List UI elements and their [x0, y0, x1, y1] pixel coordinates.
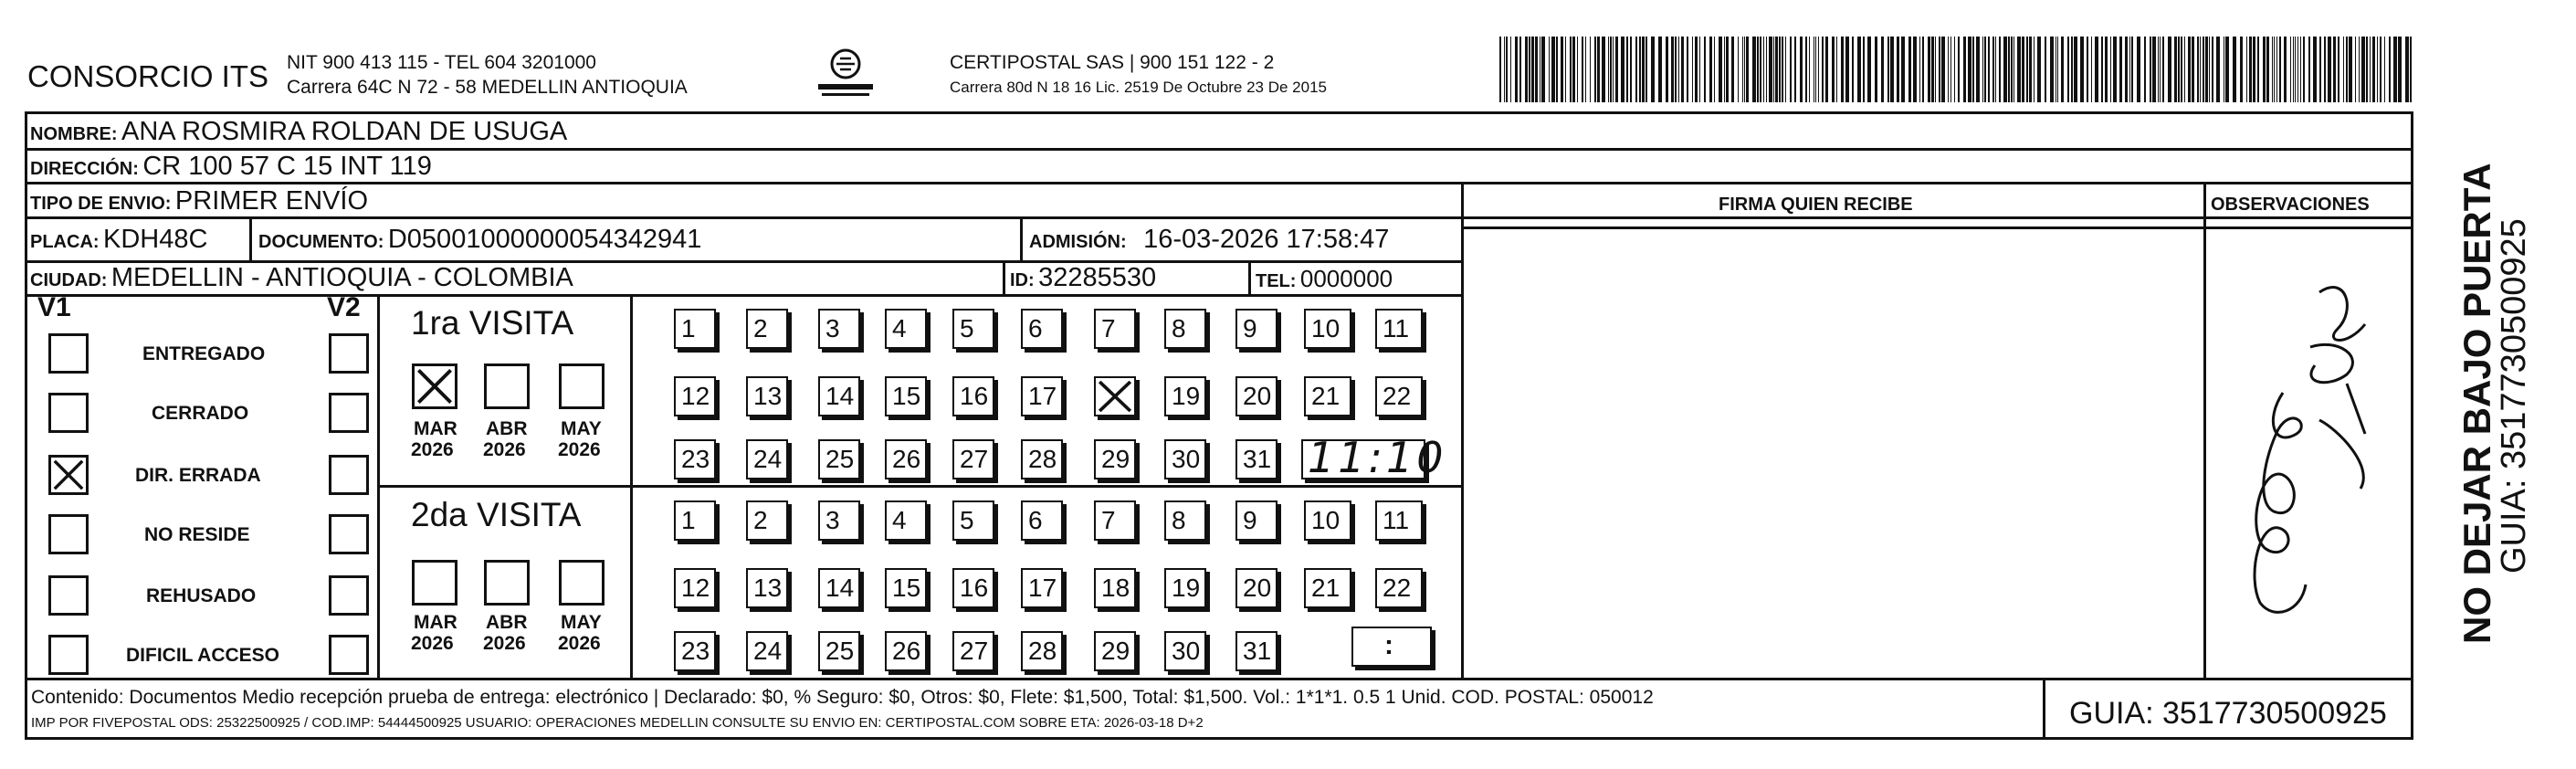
status-v2-checkbox[interactable] — [329, 575, 369, 616]
day-number: 29 — [1101, 637, 1130, 665]
status-v2-checkbox[interactable] — [329, 393, 369, 433]
status-label: CERRADO — [152, 403, 249, 424]
day-number: 9 — [1243, 314, 1257, 342]
day-box[interactable] — [674, 500, 716, 541]
day-number: 4 — [892, 506, 907, 534]
day-box[interactable] — [1235, 500, 1277, 541]
month-checkbox[interactable] — [412, 363, 457, 409]
day-number: 7 — [1101, 314, 1116, 342]
day-box[interactable] — [885, 568, 927, 608]
month-checkbox[interactable] — [412, 560, 457, 606]
company-nit: NIT 900 413 115 - TEL 604 3201000 — [287, 52, 596, 73]
day-number: 2 — [753, 314, 768, 342]
day-box[interactable] — [1164, 631, 1206, 671]
status-v2-checkbox[interactable] — [329, 635, 369, 675]
day-number: 31 — [1243, 637, 1272, 665]
day-box[interactable] — [1021, 500, 1063, 541]
day-box[interactable] — [885, 500, 927, 541]
ciudad-label: CIUDAD: — [30, 270, 108, 290]
day-box[interactable] — [674, 376, 716, 416]
day-box[interactable] — [818, 500, 860, 541]
v1-header: V1 — [37, 292, 71, 322]
company-name: CONSORCIO ITS — [27, 59, 269, 93]
month-year: 2026 — [411, 439, 454, 460]
day-box[interactable] — [1094, 309, 1136, 349]
handwritten-signature — [2210, 237, 2392, 667]
status-label: ENTREGADO — [142, 343, 266, 364]
month-label: MAY — [561, 612, 602, 633]
visit1-title: 1ra VISITA — [411, 304, 574, 342]
day-box[interactable] — [1021, 309, 1063, 349]
day-box[interactable] — [1094, 500, 1136, 541]
day-box[interactable] — [674, 568, 716, 608]
day-number: 31 — [1243, 445, 1272, 473]
ciudad-value: MEDELLIN - ANTIOQUIA - COLOMBIA — [110, 263, 573, 292]
day-box[interactable] — [1304, 376, 1351, 416]
day-box[interactable] — [674, 439, 716, 479]
visit2-time: : — [1384, 630, 1393, 660]
day-box[interactable] — [1235, 439, 1277, 479]
day-number: 8 — [1172, 506, 1186, 534]
day-box[interactable] — [1304, 568, 1351, 608]
month-year: 2026 — [483, 439, 526, 460]
status-label: REHUSADO — [146, 585, 257, 606]
admision-label: ADMISIÓN: — [1029, 232, 1127, 252]
tipo-value: PRIMER ENVÍO — [174, 186, 369, 216]
day-number: 13 — [753, 574, 783, 602]
day-number: 28 — [1028, 637, 1057, 665]
day-number: 7 — [1101, 506, 1116, 534]
side-warning: NO DEJAR BAJO PUERTA — [2455, 163, 2498, 644]
day-box[interactable] — [1094, 376, 1136, 416]
month-label: MAR — [414, 612, 457, 633]
day-number: 10 — [1311, 314, 1341, 342]
certipostal-line: CERTIPOSTAL SAS | 900 151 122 - 2 — [950, 52, 1275, 73]
day-number: 9 — [1243, 506, 1257, 534]
month-checkbox[interactable] — [484, 560, 530, 606]
month-label: MAY — [561, 418, 602, 439]
day-number: 16 — [960, 382, 989, 410]
day-number: 3 — [825, 506, 840, 534]
day-number: 13 — [753, 382, 783, 410]
day-number: 21 — [1311, 574, 1341, 602]
month-label: MAR — [414, 418, 457, 439]
month-label: ABR — [486, 612, 528, 633]
day-number: 19 — [1172, 382, 1201, 410]
day-number: 14 — [825, 574, 855, 602]
certipostal-logo — [813, 47, 878, 102]
day-box[interactable] — [746, 631, 788, 671]
v2-header: V2 — [327, 292, 361, 322]
tipo-label: TIPO DE ENVIO: — [30, 194, 172, 214]
day-number: 27 — [960, 637, 989, 665]
month-checkbox[interactable] — [559, 560, 605, 606]
day-number: 19 — [1172, 574, 1201, 602]
day-number: 4 — [892, 314, 907, 342]
day-number: 18 — [1101, 574, 1130, 602]
documento-value: D05001000000054342941 — [387, 225, 702, 254]
footer-imp: IMP POR FIVEPOSTAL ODS: 25322500925 / COD.IMP: 54444500925 USUARIO: OPERACIONES MEDELLIN CONSULTE SU ENVIO EN: CERTIPOSTAL.COM SOBRE ETA: 2026-03-18 D+2 — [31, 715, 1204, 731]
day-box[interactable] — [1375, 568, 1423, 608]
day-box[interactable] — [818, 631, 860, 671]
day-box[interactable] — [1021, 439, 1063, 479]
day-box[interactable] — [674, 631, 716, 671]
day-box[interactable] — [1164, 309, 1206, 349]
month-checkbox[interactable] — [559, 363, 605, 409]
day-number: 29 — [1101, 445, 1130, 473]
day-box[interactable] — [818, 376, 860, 416]
day-box[interactable] — [1304, 309, 1351, 349]
day-box[interactable] — [1235, 309, 1277, 349]
admision-value: 16-03-2026 17:58:47 — [1143, 225, 1390, 254]
day-number: 12 — [681, 382, 710, 410]
status-label: NO RESIDE — [144, 524, 250, 545]
status-v1-checkbox[interactable] — [48, 455, 89, 495]
visit2-title: 2da VISITA — [411, 496, 582, 533]
status-v2-checkbox[interactable] — [329, 455, 369, 495]
day-number: 10 — [1311, 506, 1341, 534]
day-box[interactable] — [746, 309, 788, 349]
day-number: 24 — [753, 637, 783, 665]
status-v1-checkbox[interactable] — [48, 635, 89, 675]
placa-value: KDH48C — [103, 225, 208, 254]
tel-value: 0000000 — [1299, 265, 1393, 292]
id-value: 32285530 — [1038, 263, 1157, 292]
documento-label: DOCUMENTO: — [258, 232, 384, 252]
status-v1-checkbox[interactable] — [48, 333, 89, 374]
day-box[interactable] — [1094, 631, 1136, 671]
footer-guia: GUIA: 3517730500925 — [2069, 696, 2387, 731]
day-box[interactable] — [1235, 376, 1277, 416]
day-number: 11 — [1383, 314, 1410, 342]
day-number: 30 — [1172, 445, 1201, 473]
day-box[interactable] — [1021, 376, 1063, 416]
day-box[interactable] — [818, 309, 860, 349]
day-number: 15 — [892, 382, 921, 410]
day-number: 5 — [960, 314, 974, 342]
day-box[interactable] — [952, 376, 994, 416]
nombre-value: ANA ROSMIRA ROLDAN DE USUGA — [121, 117, 568, 146]
day-number: 26 — [892, 445, 921, 473]
day-box[interactable] — [1164, 376, 1206, 416]
status-label: DIFICIL ACCESO — [126, 645, 280, 666]
day-box[interactable] — [1235, 568, 1277, 608]
month-year: 2026 — [558, 439, 601, 460]
day-box[interactable] — [746, 500, 788, 541]
month-checkbox[interactable] — [484, 363, 530, 409]
visit1-time: 11:10 — [1308, 433, 1447, 482]
status-v1-checkbox[interactable] — [48, 514, 89, 554]
day-box[interactable] — [952, 439, 994, 479]
day-number: 22 — [1383, 382, 1412, 410]
firma-header: FIRMA QUIEN RECIBE — [1719, 195, 1913, 215]
day-number: 8 — [1172, 314, 1186, 342]
day-number: 17 — [1028, 382, 1057, 410]
day-number: 14 — [825, 382, 855, 410]
day-number: 28 — [1028, 445, 1057, 473]
day-box[interactable] — [1094, 439, 1136, 479]
day-box[interactable] — [1021, 568, 1063, 608]
month-year: 2026 — [411, 633, 454, 654]
day-number: 11 — [1383, 506, 1410, 534]
day-number: 17 — [1028, 574, 1057, 602]
status-v2-checkbox[interactable] — [329, 514, 369, 554]
day-box[interactable] — [1164, 500, 1206, 541]
status-v1-checkbox[interactable] — [48, 393, 89, 433]
day-box[interactable] — [885, 309, 927, 349]
id-label: ID: — [1010, 270, 1035, 290]
month-year: 2026 — [483, 633, 526, 654]
day-number: 5 — [960, 506, 974, 534]
certipostal-license: Carrera 80d N 18 16 Lic. 2519 De Octubre 23 De 2015 — [950, 79, 1327, 96]
day-number: 25 — [825, 637, 855, 665]
day-box[interactable] — [746, 376, 788, 416]
placa-label: PLACA: — [30, 232, 100, 252]
day-box[interactable] — [1375, 309, 1423, 349]
day-number: 3 — [825, 314, 840, 342]
day-box[interactable] — [1375, 500, 1423, 541]
day-number: 20 — [1243, 574, 1272, 602]
day-number: 1 — [681, 314, 696, 342]
day-box[interactable] — [746, 439, 788, 479]
day-box[interactable] — [952, 568, 994, 608]
tel-label: TEL: — [1256, 271, 1297, 291]
day-box[interactable] — [1235, 631, 1277, 671]
day-box[interactable] — [885, 439, 927, 479]
day-number: 20 — [1243, 382, 1272, 410]
day-number: 23 — [681, 637, 710, 665]
day-number: 25 — [825, 445, 855, 473]
status-label: DIR. ERRADA — [135, 465, 261, 486]
day-number: 26 — [892, 637, 921, 665]
day-box[interactable] — [1164, 568, 1206, 608]
day-box[interactable] — [952, 500, 994, 541]
day-number: 21 — [1311, 382, 1341, 410]
status-v1-checkbox[interactable] — [48, 575, 89, 616]
barcode — [1499, 37, 2414, 102]
day-box[interactable] — [1021, 631, 1063, 671]
day-number: 23 — [681, 445, 710, 473]
day-box[interactable] — [674, 309, 716, 349]
day-box[interactable] — [1164, 439, 1206, 479]
day-box[interactable] — [885, 631, 927, 671]
month-year: 2026 — [558, 633, 601, 654]
side-guia: GUIA: 3517730500925 — [2495, 218, 2533, 574]
day-box[interactable] — [1094, 568, 1136, 608]
day-box[interactable] — [952, 631, 994, 671]
day-number: 6 — [1028, 314, 1043, 342]
day-number: 1 — [681, 506, 696, 534]
nombre-label: NOMBRE: — [30, 124, 118, 144]
day-number: 15 — [892, 574, 921, 602]
day-number: 12 — [681, 574, 710, 602]
day-box[interactable] — [952, 309, 994, 349]
day-box[interactable] — [1375, 376, 1423, 416]
direccion-value: CR 100 57 C 15 INT 119 — [142, 152, 432, 181]
status-v2-checkbox[interactable] — [329, 333, 369, 374]
direccion-label: DIRECCIÓN: — [30, 159, 139, 179]
day-number: 30 — [1172, 637, 1201, 665]
day-number: 24 — [753, 445, 783, 473]
day-number: 27 — [960, 445, 989, 473]
form-frame — [25, 111, 2413, 740]
day-box[interactable] — [746, 568, 788, 608]
day-box[interactable] — [818, 439, 860, 479]
company-address: Carrera 64C N 72 - 58 MEDELLIN ANTIOQUIA — [287, 77, 688, 98]
day-number: 22 — [1383, 574, 1412, 602]
day-box[interactable] — [818, 568, 860, 608]
day-number: 16 — [960, 574, 989, 602]
observaciones-header: OBSERVACIONES — [2211, 195, 2370, 215]
day-box[interactable] — [1304, 500, 1351, 541]
day-box[interactable] — [885, 376, 927, 416]
month-label: ABR — [486, 418, 528, 439]
footer-contenido: Contenido: Documentos Medio recepción prueba de entrega: electrónico | Declarado: $0, % Seguro: $0, Otros: $0, Flete: $1,500, Total: $1,500. Vol.: 1*1*1. 0.5 1 Unid. COD. POSTAL: 050012 — [31, 687, 1654, 708]
day-number: 6 — [1028, 506, 1043, 534]
day-number: 2 — [753, 506, 768, 534]
